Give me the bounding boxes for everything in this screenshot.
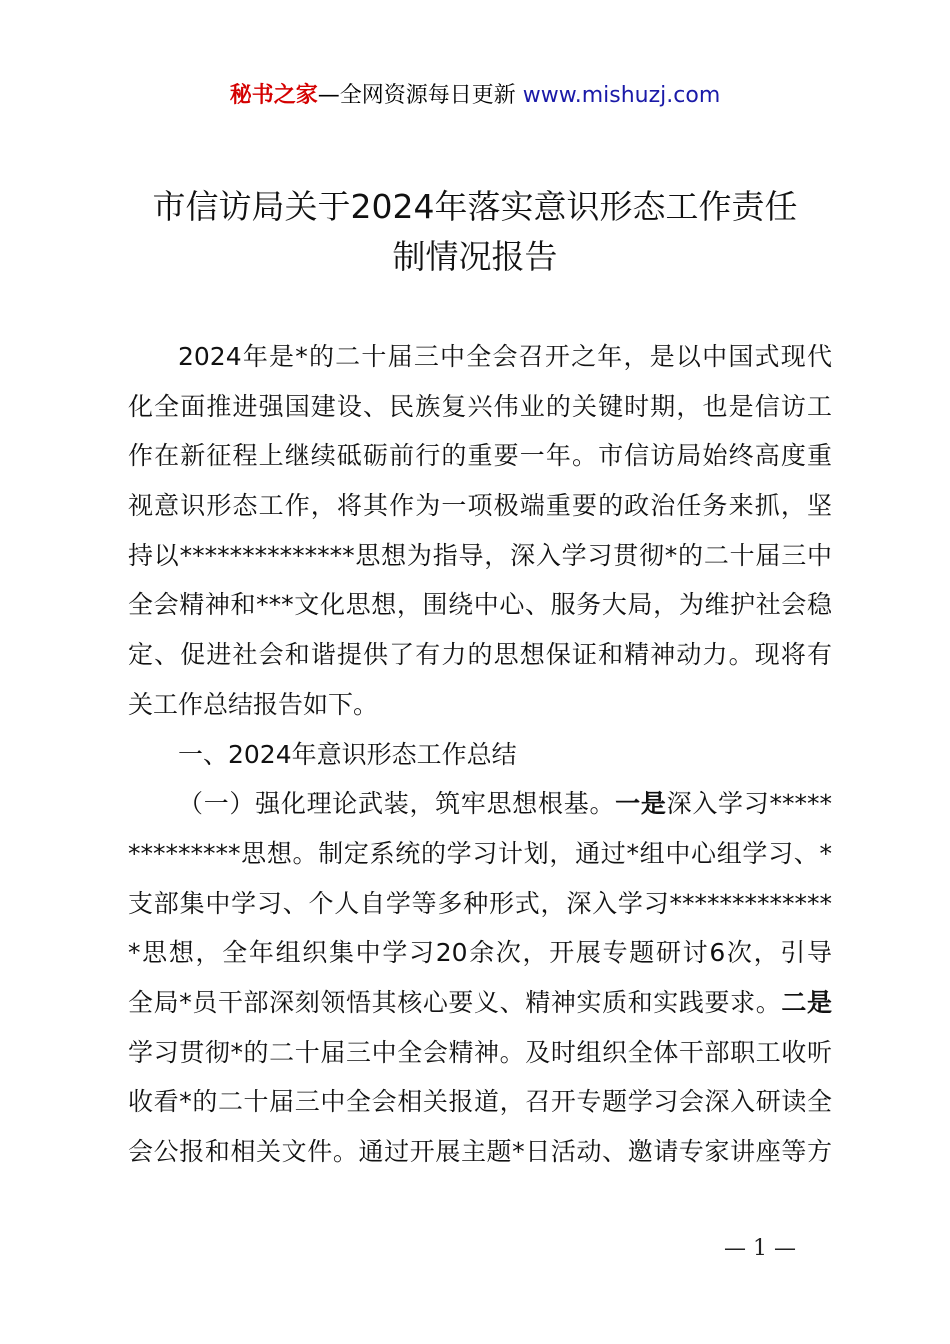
body-text: 深入学习***** bbox=[666, 789, 832, 819]
body-text: 全局*员干部深刻领悟其核心要义、精神实质和实践要求。 bbox=[128, 987, 782, 1017]
body-line: 关工作总结报告如下。 bbox=[128, 689, 379, 719]
subsection-heading: （一）强化理论武装，筑牢思想根基。 bbox=[178, 789, 616, 819]
body-line: 收看*的二十届三中全会相关报道，召开专题学习会深入研读全 bbox=[128, 1087, 832, 1117]
body-line: 持以**************思想为指导，深入学习贯彻*的二十届三中 bbox=[128, 540, 832, 570]
body-line: 定、促进社会和谐提供了有力的思想保证和精神动力。现将有 bbox=[128, 640, 832, 670]
body-line: 支部集中学习、个人自学等多种形式，深入学习************* bbox=[128, 888, 832, 918]
body-line: 会公报和相关文件。通过开展主题*日活动、邀请专家讲座等方 bbox=[128, 1137, 832, 1166]
brand-name: 秘书之家 bbox=[229, 83, 318, 108]
body-line bbox=[128, 779, 832, 829]
site-header bbox=[0, 80, 950, 112]
body-line: 全会精神和***文化思想，围绕中心、服务大局，为维护社会稳 bbox=[128, 590, 832, 620]
body-line: 2024年是*的二十届三中全会召开之年，是以中国式现代 bbox=[178, 342, 832, 371]
title-line-1: 市信访局关于2024年落实意识形态工作责任 bbox=[152, 187, 798, 226]
body-line bbox=[128, 978, 832, 1028]
document-title bbox=[120, 182, 830, 282]
body-line: 视意识形态工作，将其作为一项极端重要的政治任务来抓，坚 bbox=[128, 491, 832, 521]
body-line: 学习贯彻*的二十届三中全会精神。及时组织全体干部职工收听 bbox=[128, 1037, 832, 1067]
body-line: 作在新征程上继续砥砺前行的重要一年。市信访局始终高度重 bbox=[128, 441, 832, 471]
site-url[interactable]: www.mishuzj.com bbox=[522, 83, 721, 108]
bold-marker: 二是 bbox=[781, 987, 832, 1017]
section-heading: 一、2024年意识形态工作总结 bbox=[178, 739, 517, 769]
body-line: *思想，全年组织集中学习20余次，开展专题研讨6次，引导 bbox=[128, 938, 832, 968]
title-line-2: 制情况报告 bbox=[392, 237, 558, 276]
body-line: *********思想。制定系统的学习计划，通过*组中心组学习、* bbox=[128, 838, 832, 868]
bold-marker: 一是 bbox=[615, 789, 667, 819]
document-body bbox=[128, 332, 832, 1177]
page-number: — 1 — bbox=[724, 1236, 796, 1261]
body-line: 化全面推进强国建设、民族复兴伟业的关键时期，也是信访工 bbox=[128, 391, 832, 421]
site-slogan: —全网资源每日更新 bbox=[317, 83, 516, 108]
